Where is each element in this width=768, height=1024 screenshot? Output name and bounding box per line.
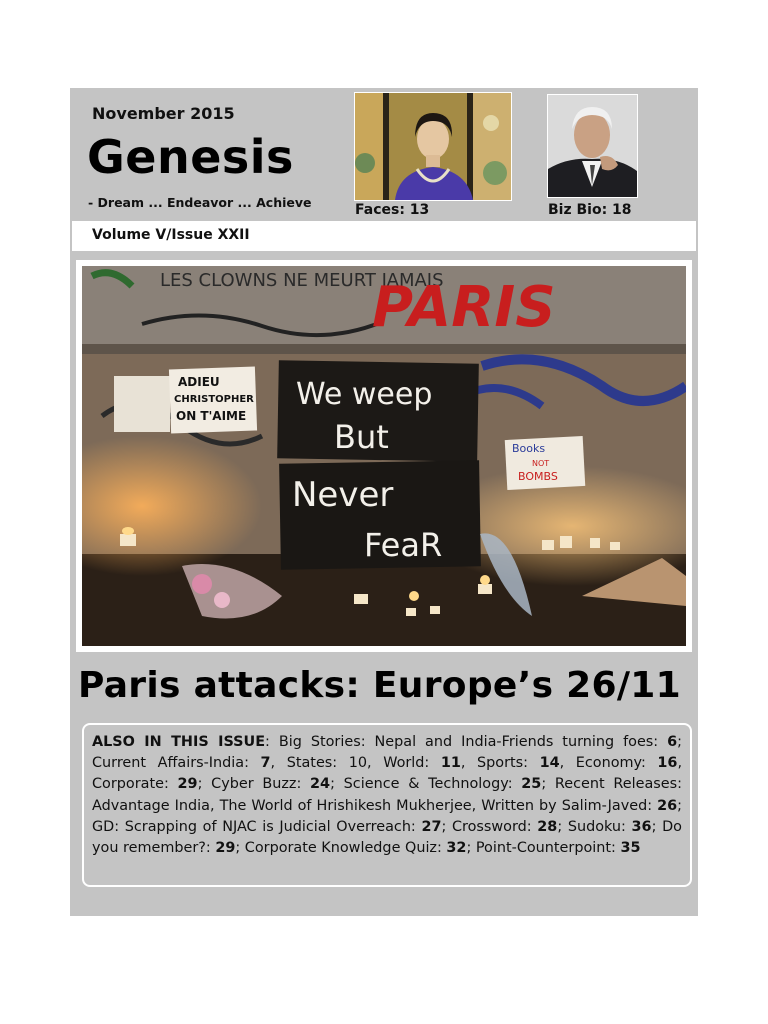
also-label-colon: : xyxy=(265,734,279,750)
biz-bio-caption[interactable]: Biz Bio: 18 xyxy=(548,202,632,218)
biz-bio-portrait-image xyxy=(548,95,637,197)
issue-item[interactable]: Science & Technology: 25 xyxy=(343,776,542,793)
books-note-line1: Books xyxy=(512,442,546,455)
graffiti-clowns: LES CLOWNS NE MEURT JAMAIS xyxy=(160,270,444,291)
issue-item[interactable]: Sudoku: 36 xyxy=(567,818,652,835)
magazine-cover xyxy=(70,88,698,916)
books-note-line2: NOT xyxy=(532,459,550,468)
books-note-line3: BOMBS xyxy=(518,470,558,483)
issue-item[interactable]: Cyber Buzz: 24 xyxy=(211,776,331,793)
graffiti-paris: PARIS xyxy=(372,275,556,340)
issue-item[interactable]: Corporate: 29 xyxy=(92,776,198,793)
cover-headline[interactable]: Paris attacks: Europe’s 26/11 xyxy=(78,665,681,706)
cover-photo[interactable] xyxy=(82,266,686,646)
issue-item[interactable]: States: 10 xyxy=(286,755,368,772)
issue-item[interactable]: GD: Scrapping of NJAC is Judicial Overreach: 27 xyxy=(92,818,442,835)
magazine-title: Genesis xyxy=(87,130,294,184)
cover-photo-frame xyxy=(76,260,692,652)
adieu-note-line1: ADIEU xyxy=(178,375,220,389)
issue-item[interactable]: Recent Releases: Advantage India, The World of Hrishikesh Mukherjee, Written by Salim-Javed: 26 xyxy=(92,776,682,814)
paris-memorial-image xyxy=(82,266,686,646)
issue-item[interactable]: Current Affairs-India: 7 xyxy=(92,755,271,772)
issue-date: November 2015 xyxy=(92,104,235,123)
issue-item[interactable]: Big Stories: Nepal and India-Friends turning foes: 6 xyxy=(278,734,678,750)
adieu-note-line3: ON T'AIME xyxy=(176,409,247,423)
volume-issue-text: Volume V/Issue XXII xyxy=(92,227,250,243)
faces-caption[interactable]: Faces: 13 xyxy=(355,202,430,218)
sign-we-weep: We weep xyxy=(296,377,433,412)
sign-but: But xyxy=(334,418,389,456)
issue-item[interactable]: World: 11 xyxy=(383,755,461,772)
adieu-note-line2: CHRISTOPHER xyxy=(174,394,254,405)
issue-item[interactable]: Corporate Knowledge Quiz: 32 xyxy=(244,840,467,857)
faces-thumbnail[interactable] xyxy=(354,92,512,201)
also-in-this-issue-box: ALSO IN THIS ISSUE: Big Stories: Nepal and India-Friends turning foes: 6; Current Affairs-India: 7, States: 10, World: 11, Sports: 14, Economy: 16, Corporate: 29; Cyber Buzz: 24; Science & Technology: 25; Recent Releases: Advantage India, The World of Hrishikesh Mukherjee, Written by Salim-Javed: 26; GD: Scrapping of NJAC is Judicial Overreach: 27; Crossword: 28; Sudoku: 36; Do you remember?: 29; Corporate Knowledge Quiz: 32; Point-Counterpoint: 35 xyxy=(82,723,692,887)
magazine-tagline: - Dream ... Endeavor ... Achieve xyxy=(88,195,312,210)
also-in-this-issue-label: ALSO IN THIS ISSUE xyxy=(92,734,266,750)
issue-item[interactable]: Point-Counterpoint: 35 xyxy=(475,840,641,857)
sign-never: Never xyxy=(292,475,394,515)
sign-fear: FeaR xyxy=(364,526,443,564)
volume-issue-bar xyxy=(72,221,696,251)
issue-item[interactable]: Crossword: 28 xyxy=(451,818,558,835)
faces-portrait-image xyxy=(355,93,511,200)
issue-item[interactable]: Sports: 14 xyxy=(477,755,560,772)
issue-item[interactable]: Do you remember?: 29 xyxy=(92,818,682,857)
biz-bio-thumbnail[interactable] xyxy=(547,94,638,198)
issue-item[interactable]: Economy: 16 xyxy=(575,755,678,772)
